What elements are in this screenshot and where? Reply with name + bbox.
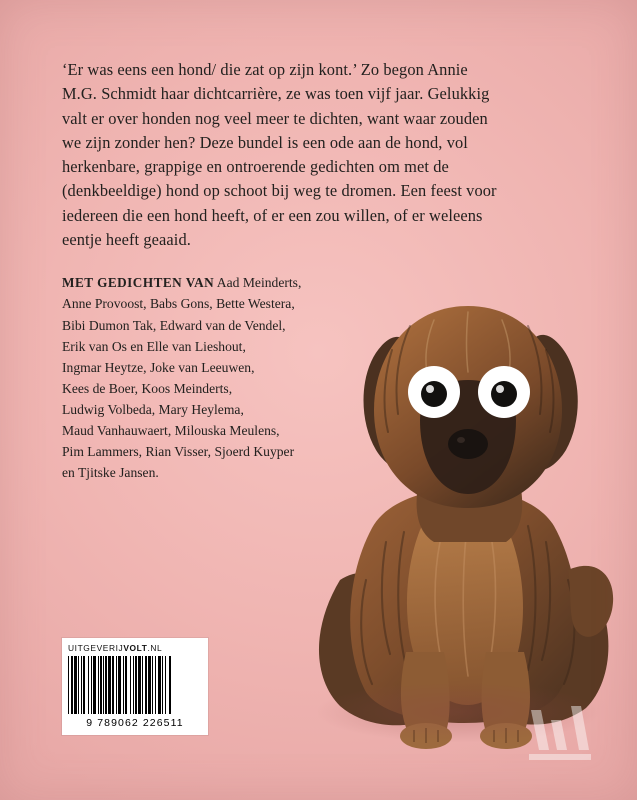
imprint-brand: VOLT bbox=[123, 643, 148, 653]
isbn-number: 9 789062 226511 bbox=[86, 717, 184, 729]
contributors-line: Pim Lammers, Rian Visser, Sjoerd Kuyper bbox=[62, 443, 295, 459]
imprint-suffix: .NL bbox=[147, 643, 163, 653]
barcode-block bbox=[62, 638, 208, 735]
contributors-line: Bibi Dumon Tak, Edward van de Vendel, bbox=[62, 317, 286, 333]
barcode-bars bbox=[68, 656, 202, 714]
imprint-prefix: UITGEVERIJ bbox=[68, 643, 124, 653]
dog-illustration bbox=[300, 280, 630, 780]
contributors-line: Kees de Boer, Koos Meinderts, bbox=[62, 380, 233, 396]
contributors-label: MET GEDICHTEN VAN bbox=[62, 275, 215, 290]
contributors-line: Erik van Os en Elle van Lieshout, bbox=[62, 338, 246, 354]
contributors-line: Anne Provoost, Babs Gons, Bette Westera, bbox=[62, 296, 295, 312]
contributors-line: en Tjitske Jansen. bbox=[62, 464, 159, 480]
volt-publisher-logo bbox=[529, 706, 591, 764]
contributors-line: Maud Vanhauwaert, Milouska Meulens, bbox=[62, 422, 280, 438]
contributors-first-name: Aad Meinderts, bbox=[216, 275, 302, 290]
contributors-line: Ludwig Volbeda, Mary Heylema, bbox=[62, 401, 244, 417]
contributors-line: Ingmar Heytze, Joke van Leeuwen, bbox=[62, 359, 255, 375]
imprint-label bbox=[62, 638, 208, 656]
blurb-text: ‘Er was eens een hond/ die zat op zijn kont.’ Zo begon Annie M.G. Schmidt haar dichtcarrière, ze was toen vijf jaar. Gelukkig valt er over honden nog veel meer te dichten, want waar zouden we zijn zonder hen? Deze bundel is een ode aan de hond, vol herkenbare, grappige en ontroerende gedichten om met de (denkbeeldige) hond op schoot bij weg te dromen. Een feest voor iedereen die een hond heeft, of er een zou willen, of er weleens eentje heeft geaaid. bbox=[62, 60, 497, 249]
